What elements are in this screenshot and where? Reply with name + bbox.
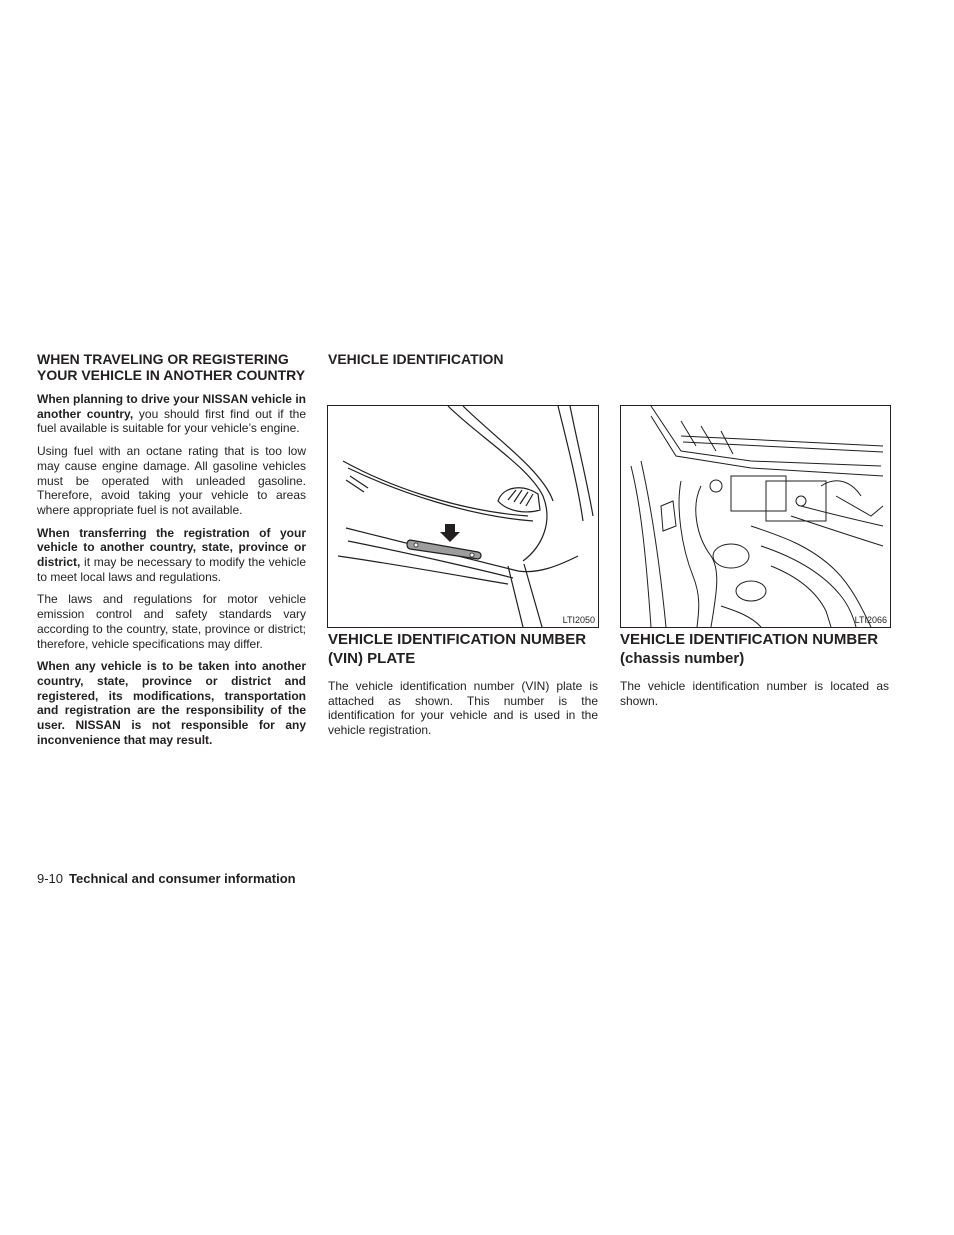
paragraph-laws: The laws and regulations for motor vehicle emission control and safety standards vary according to the country, state, province or district; therefore, vehicle specifications may differ.	[37, 592, 306, 651]
section-heading-traveling: WHEN TRAVELING OR REGISTERING YOUR VEHICLE IN ANOTHER COUNTRY	[37, 351, 306, 383]
engine-bay-drawing	[621, 406, 890, 627]
paragraph-octane: Using fuel with an octane rating that is too low may cause engine damage. All gasoline vehicles must be operated with unleaded gasoline. Therefore, avoid taking your vehicle to areas where appropriate fuel is not available.	[37, 444, 306, 517]
middle-column-text	[328, 630, 598, 746]
paragraph-transferring	[37, 526, 306, 585]
vin-plate-drawing	[328, 406, 598, 627]
paragraph-chassis-number: The vehicle identification number is located as shown.	[620, 679, 889, 708]
left-column	[37, 351, 306, 755]
paragraph-vin-plate: The vehicle identification number (VIN) plate is attached as shown. This number is the identification for your vehicle and is used in the vehicle registration.	[328, 679, 598, 738]
vin-plate-illustration	[327, 405, 599, 628]
subheading-chassis-number	[620, 630, 889, 668]
paragraph-planning-bold: When planning to drive your NISSAN vehicle in another country,	[37, 392, 306, 421]
right-column-text	[620, 630, 889, 716]
section-heading-vehicle-identification: VEHICLE IDENTIFICATION	[328, 351, 504, 367]
figure-label-lti2050: LTI2050	[562, 615, 595, 625]
paragraph-transferring-text: it may be necessary to modify the vehicle to meet local laws and regulations.	[37, 555, 306, 584]
subheading-vin-plate: VEHICLE IDENTIFICATION NUMBER (VIN) PLATE	[328, 631, 587, 667]
paragraph-planning-text: you should first find out if the fuel available is suitable for your vehicle’s engine.	[37, 406, 306, 436]
paragraph-responsibility	[37, 659, 306, 747]
subheading-chassis-line2: (chassis number)	[620, 650, 745, 667]
paragraph-transferring-bold: When transferring the registration of your vehicle to another country, state, province or district,	[37, 525, 306, 570]
page-number: 9-10	[37, 871, 64, 886]
page-footer	[37, 871, 296, 887]
paragraph-responsibility-bold: When any vehicle is to be taken into another country, state, province or district and registered, its modifications, transportation and registration are the responsibility of the user. NISSAN is not responsible for any inconvenience that may result.	[37, 659, 306, 747]
paragraph-planning	[37, 392, 306, 436]
chassis-number-illustration	[620, 405, 891, 628]
footer-section-title: Technical and consumer information	[69, 871, 296, 886]
figure-label-lti2066: LTI2066	[854, 615, 887, 625]
subheading-chassis-line1: VEHICLE IDENTIFICATION NUMBER	[620, 631, 879, 648]
